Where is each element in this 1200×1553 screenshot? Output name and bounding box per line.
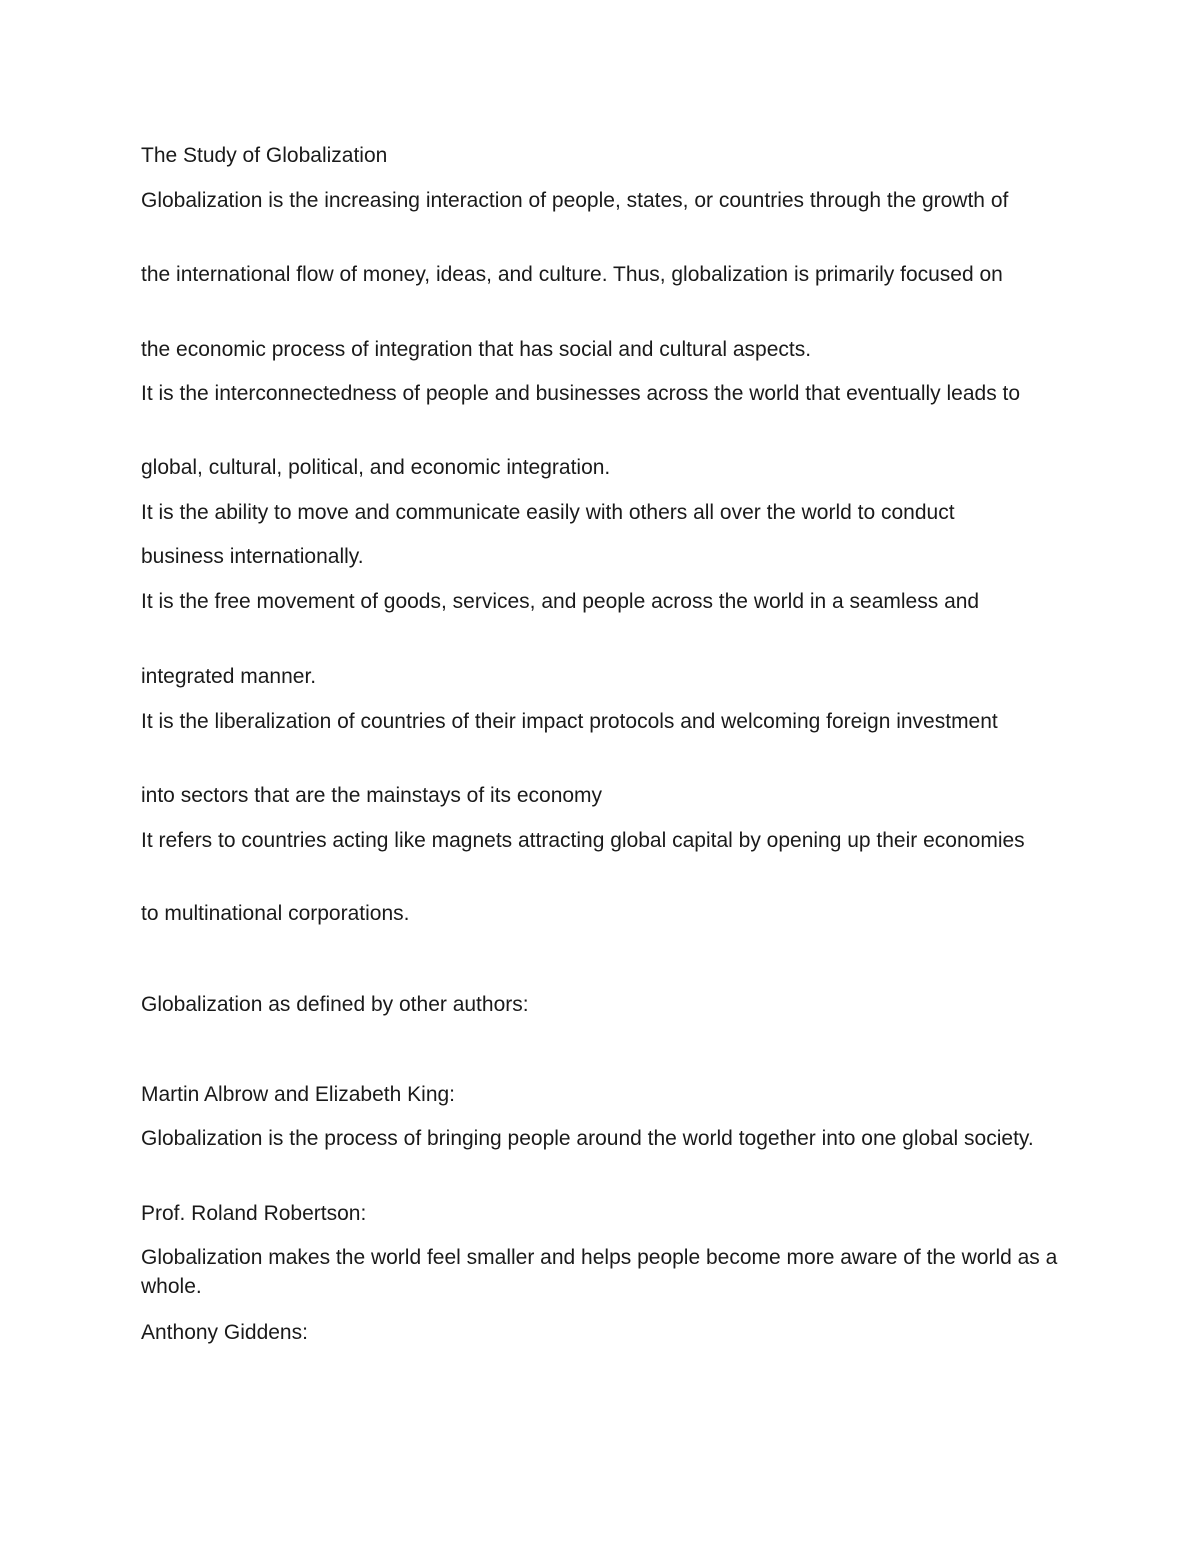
paragraph: It is the ability to move and communicate easily with others all over the world to conduct — [141, 501, 955, 524]
paragraph: the economic process of integration that has social and cultural aspects. — [141, 338, 812, 361]
author-name: Prof. Roland Robertson: — [141, 1202, 367, 1225]
paragraph: global, cultural, political, and economic integration. — [141, 456, 611, 479]
paragraph: the international flow of money, ideas, and culture. Thus, globalization is primarily focused on — [141, 263, 1003, 286]
paragraph: to multinational corporations. — [141, 902, 410, 925]
paragraph: It is the free movement of goods, services, and people across the world in a seamless and — [141, 590, 980, 613]
paragraph: business internationally. — [141, 545, 364, 568]
author-definition: Globalization is the process of bringing people around the world together into one global society. — [141, 1127, 1034, 1150]
author-name: Anthony Giddens: — [141, 1321, 308, 1344]
author-definition: Globalization makes the world feel smaller and helps people become more aware of the world as a whole. — [141, 1246, 1058, 1298]
paragraph: Globalization is the increasing interaction of people, states, or countries through the growth of — [141, 189, 1009, 212]
paragraph: into sectors that are the mainstays of its economy — [141, 784, 603, 807]
document-title: The Study of Globalization — [141, 144, 388, 167]
paragraph: It refers to countries acting like magnets attracting global capital by opening up their economies — [141, 829, 1025, 852]
paragraph: integrated manner. — [141, 665, 317, 688]
author-name: Martin Albrow and Elizabeth King: — [141, 1083, 456, 1106]
paragraph: It is the liberalization of countries of their impact protocols and welcoming foreign investment — [141, 710, 998, 733]
section-heading: Globalization as defined by other authors: — [141, 993, 529, 1016]
paragraph: It is the interconnectedness of people and businesses across the world that eventually leads to — [141, 382, 1021, 405]
